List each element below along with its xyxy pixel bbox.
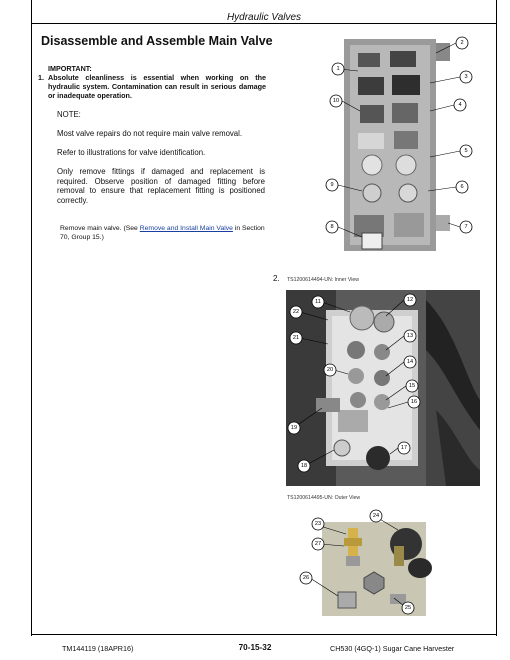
callout-label: 9 — [330, 182, 334, 188]
callout-label: 20 — [326, 367, 334, 373]
note-line: Most valve repairs do not require main valve removal. — [57, 129, 243, 138]
callout-label: 15 — [408, 383, 416, 389]
main-valve-figure — [318, 33, 478, 265]
callout-label: 13 — [406, 333, 414, 339]
inner-view-figure — [286, 290, 480, 486]
note-line: Refer to illustrations for valve identification. — [57, 148, 206, 157]
important-label: IMPORTANT: — [48, 64, 92, 73]
callout-label: 8 — [330, 224, 334, 230]
section-title: Disassemble and Assemble Main Valve — [41, 34, 273, 48]
step-number: 2. — [273, 274, 280, 283]
callout-label: 12 — [406, 297, 414, 303]
frame-line — [31, 24, 32, 636]
callout-label: 23 — [314, 521, 322, 527]
outer-view-scene — [322, 522, 432, 616]
note-line: Only remove fittings if damaged and replacement is required. Observe position of damaged fitting before removal to ensure that replacement fitting is positioned correctly. — [57, 167, 265, 205]
callout-label: 4 — [458, 102, 462, 108]
callout-label: 2 — [460, 40, 464, 46]
callout-label: 26 — [302, 575, 310, 581]
frame-line — [496, 24, 497, 636]
remove-step — [60, 224, 268, 242]
callout-label: 24 — [372, 513, 380, 519]
callout-label: 27 — [314, 541, 322, 547]
page-header-title: Hydraulic Valves — [226, 12, 302, 23]
callout-label: 16 — [410, 399, 418, 405]
callout-label: 3 — [464, 74, 468, 80]
footer-product: CH530 (4GQ-1) Sugar Cane Harvester — [330, 644, 455, 653]
callout-label: 25 — [404, 605, 412, 611]
figure-caption: TS1200614494-UN: Inner View — [287, 277, 359, 283]
remove-prefix: Remove main valve. (See — [60, 225, 140, 232]
note-label: NOTE: — [57, 110, 81, 119]
callout-label: 21 — [292, 335, 300, 341]
callout-label: 17 — [400, 445, 408, 451]
important-text: Absolute cleanliness is essential when working on the hydraulic system. Contamination can result in serious damage or inadequate operation. — [48, 73, 266, 100]
callout-label: 7 — [464, 224, 468, 230]
remove-install-main-valve-link[interactable]: Remove and Install Main Valve — [139, 225, 233, 232]
callout-label: 19 — [290, 425, 298, 431]
callout-label: 18 — [300, 463, 308, 469]
callout-label: 11 — [315, 299, 321, 305]
figure-caption: TS1200614495-UN: Outer View — [287, 495, 361, 501]
outer-view-figure — [298, 506, 444, 618]
callout-label: 6 — [460, 184, 464, 190]
inner-view-scene — [286, 290, 480, 486]
important-number: 1. — [38, 73, 44, 82]
note-block — [57, 110, 265, 215]
footer-doc-id: TM144119 (18APR16) — [62, 644, 134, 653]
callout-label: 5 — [464, 148, 468, 154]
important-notice — [38, 64, 266, 100]
callout-label: 10 — [332, 98, 340, 104]
footer-page-number: 70-15-32 — [238, 643, 272, 652]
callout-label: 14 — [406, 359, 414, 365]
remove-suffix: in Section 70, Group 15.) — [60, 225, 265, 241]
callout-label: 1 — [336, 66, 340, 72]
valve-body — [344, 39, 450, 251]
footer-rule — [31, 634, 497, 635]
important-item — [38, 73, 266, 100]
callout-label: 22 — [292, 309, 300, 315]
